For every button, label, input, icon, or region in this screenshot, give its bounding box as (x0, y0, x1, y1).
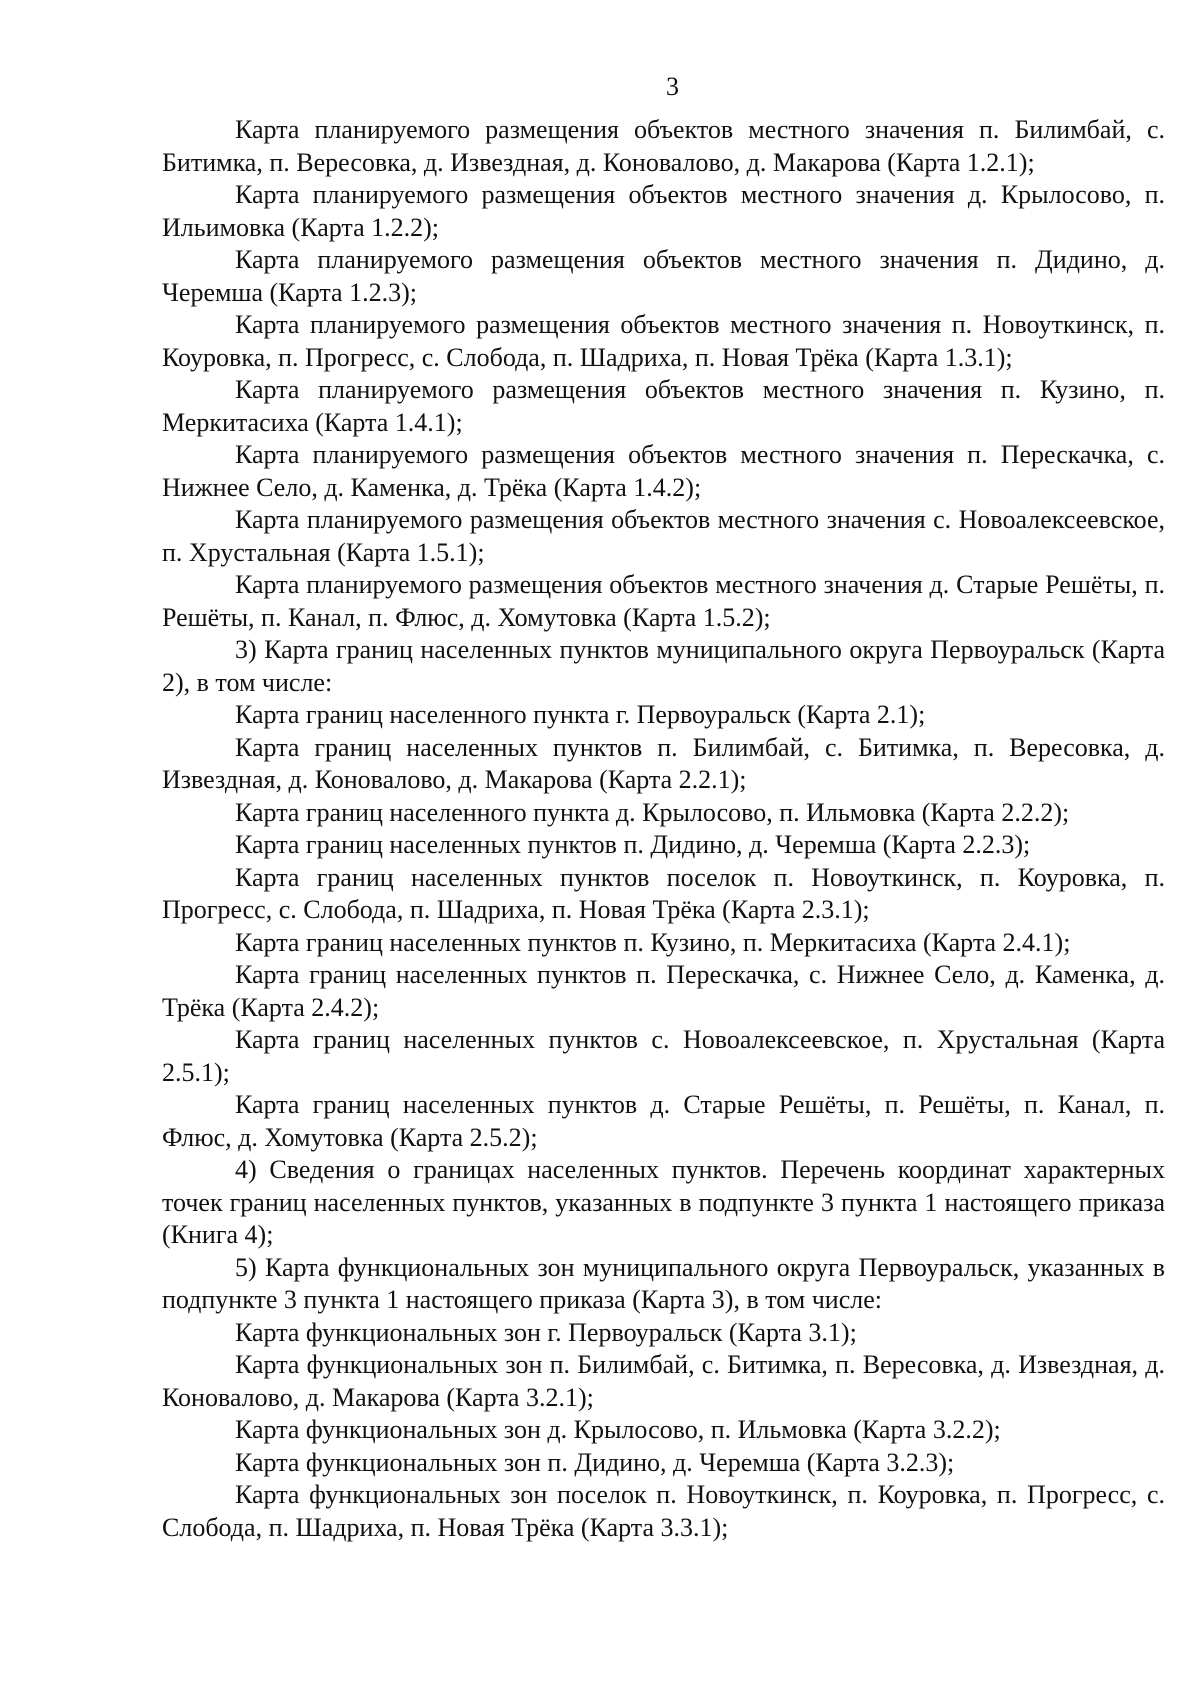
paragraph: Карта планируемого размещения объектов местного значения п. Кузино, п. Меркитасиха (Карта 1.4.1); (162, 375, 1165, 437)
paragraph: Карта функциональных зон д. Крылосово, п. Ильмовка (Карта 3.2.2); (235, 1415, 1001, 1444)
page-number: 3 (666, 72, 679, 101)
paragraph: Карта границ населенных пунктов п. Кузино, п. Меркитасиха (Карта 2.4.1); (235, 927, 1071, 957)
paragraph: Карта планируемого размещения объектов местного значения п. Новоуткинск, п. Коуровка, п. Прогресс, с. Слобода, п. Шадриха, п. Новая Трёка (Карта 1.3.1); (162, 310, 1165, 372)
paragraph: Карта функциональных зон поселок п. Новоуткинск, п. Коуровка, п. Прогресс, с. Слобода, п. Шадриха, п. Новая Трёка (Карта 3.3.1); (162, 1480, 1165, 1542)
paragraph: Карта границ населенного пункта д. Крылосово, п. Ильмовка (Карта 2.2.2); (235, 797, 1070, 827)
paragraph: Карта функциональных зон п. Билимбай, с. Битимка, п. Вересовка, д. Извездная, д. Коновалово, д. Макарова (Карта 3.2.1); (162, 1350, 1165, 1412)
section-heading-4: 4) Сведения о границах населенных пунктов. Перечень координат характерных точек границ населенных пунктов, указанных в подпункте 3 пункта 1 настоящего приказа (Книга 4); (162, 1155, 1165, 1249)
paragraph: Карта функциональных зон г. Первоуральск (Карта 3.1); (235, 1317, 857, 1347)
paragraph: Карта планируемого размещения объектов местного значения п. Билимбай, с. Битимка, п. Вересовка, д. Извездная, д. Коновалово, д. Макарова (Карта 1.2.1); (162, 115, 1165, 177)
paragraph: Карта функциональных зон п. Дидино, д. Черемша (Карта 3.2.3); (235, 1447, 955, 1477)
section-heading-5: 5) Карта функциональных зон муниципального округа Первоуральск, указанных в подпункте 3 пункта 1 настоящего приказа (Карта 3), в том числе: (162, 1252, 1165, 1314)
paragraph: Карта планируемого размещения объектов местного значения с. Новоалексеевское, п. Хрустальная (Карта 1.5.1); (162, 505, 1165, 567)
paragraph: Карта планируемого размещения объектов местного значения д. Старые Решёты, п. Решёты, п. Канал, п. Флюс, д. Хомутовка (Карта 1.5.2); (162, 570, 1165, 632)
paragraph: Карта границ населенного пункта г. Первоуральск (Карта 2.1); (235, 700, 926, 729)
document-body (162, 114, 1165, 1544)
paragraph: Карта границ населенных пунктов п. Дидино, д. Черемша (Карта 2.2.3); (235, 830, 1031, 859)
paragraph: Карта планируемого размещения объектов местного значения д. Крылосово, п. Ильимовка (Карта 1.2.2); (162, 180, 1165, 242)
paragraph: Карта границ населенных пунктов п. Билимбай, с. Битимка, п. Вересовка, д. Извездная, д. Коновалово, д. Макарова (Карта 2.2.1); (162, 732, 1165, 794)
paragraph: Карта границ населенных пунктов п. Перескачка, с. Нижнее Село, д. Каменка, д. Трёка (Карта 2.4.2); (162, 960, 1165, 1022)
paragraph: Карта границ населенных пунктов д. Старые Решёты, п. Решёты, п. Канал, п. Флюс, д. Хомутовка (Карта 2.5.2); (162, 1090, 1165, 1152)
section-heading-3: 3) Карта границ населенных пунктов муниципального округа Первоуральск (Карта 2), в том числе: (162, 635, 1165, 697)
paragraph: Карта планируемого размещения объектов местного значения п. Перескачка, с. Нижнее Село, д. Каменка, д. Трёка (Карта 1.4.2); (162, 440, 1165, 502)
paragraph: Карта границ населенных пунктов поселок п. Новоуткинск, п. Коуровка, п. Прогресс, с. Слобода, п. Шадриха, п. Новая Трёка (Карта 2.3.1); (162, 862, 1165, 924)
paragraph: Карта границ населенных пунктов с. Новоалексеевское, п. Хрустальная (Карта 2.5.1); (162, 1025, 1165, 1087)
paragraph: Карта планируемого размещения объектов местного значения п. Дидино, д. Черемша (Карта 1.2.3); (162, 245, 1165, 307)
